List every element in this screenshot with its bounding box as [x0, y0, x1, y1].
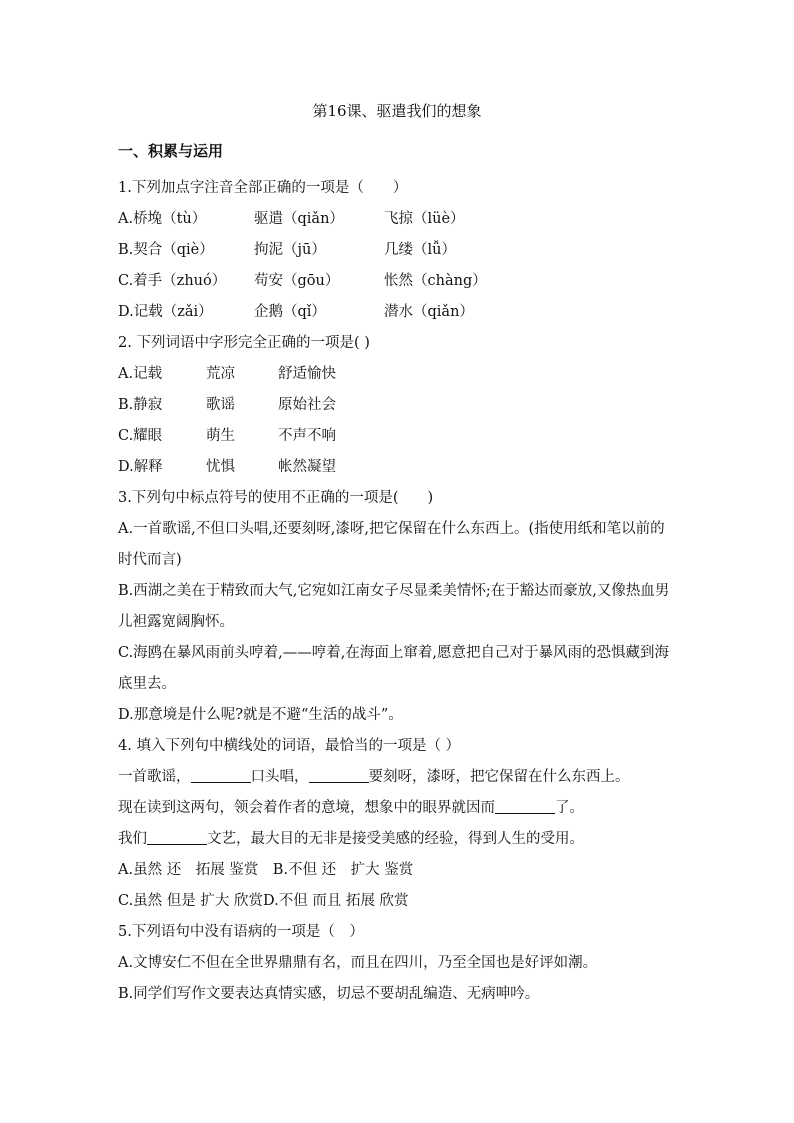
question-2-option-a: A.记载 荒凉 舒适愉快: [118, 366, 336, 382]
question-2-option-d: D.解释 忧惧 帐然凝望: [118, 459, 336, 475]
question-5-option-b: B.同学们写作文要表达真情实感，切忌不要胡乱编造、无病呻吟。: [118, 986, 540, 1002]
question-4-options-cd: C.虽然 但是 扩大 欣赏D.不但 而且 拓展 欣赏: [118, 893, 409, 909]
question-1-option-d: D.记载（zǎi） 企鹅（qǐ） 潜水（qiǎn）: [118, 304, 474, 320]
question-2-option-b: B.静寂 歌谣 原始社会: [118, 397, 336, 413]
question-4-sentence-3: 我们 文艺，最大目的无非是接受美感的经验，得到人生的受用。: [118, 824, 678, 855]
question-2-stem: 2. 下列词语中字形完全正确的一项是( ): [118, 335, 370, 351]
fill-blank[interactable]: [191, 766, 251, 783]
question-1-option-c: C.着手（zhuó） 苟安（gōu） 怅然（chàng）: [118, 273, 487, 289]
question-3-stem: 3.下列句中标点符号的使用不正确的一项是( ): [118, 490, 434, 506]
question-2-option-c: C.耀眼 萌生 不声不响: [118, 428, 336, 444]
question-1-option-a: A.桥堍（tù） 驱遣（qiǎn） 飞掠（lüè）: [118, 211, 465, 227]
question-list: [118, 173, 678, 1010]
question-4-sentence-1: 一首歌谣， 口头唱， 要刻呀，漆呀，把它保留在什么东西上。: [118, 762, 678, 793]
fill-blank[interactable]: [309, 766, 369, 783]
fill-blank[interactable]: [495, 797, 555, 814]
question-5-stem: 5.下列语句中没有语病的一项是（ ）: [118, 924, 364, 940]
question-4-options-ab: A.虽然 还 拓展 鉴赏 B.不但 还 扩大 鉴赏: [118, 862, 414, 878]
section-heading: 一、积累与运用: [118, 142, 224, 160]
question-3-option-d: D.那意境是什么呢?就是不避“生活的战斗”。: [118, 707, 403, 723]
question-1-stem: 1.下列加点字注音全部正确的一项是（ ）: [118, 180, 408, 196]
question-4-sentence-2: 现在读到这两句，领会着作者的意境，想象中的眼界就因而 了。: [118, 793, 678, 824]
question-5-option-a: A.文博安仁不但在全世界鼎鼎有名，而且在四川，乃至全国也是好评如潮。: [118, 955, 598, 971]
lesson-title: 第16课、驱遣我们的想象: [312, 102, 482, 120]
question-3-option-a: A.一首歌谣,不但口头唱,还要刻呀,漆呀,把它保留在什么东西上。(指使用纸和笔以前的时代而言): [118, 521, 665, 568]
question-3-option-b: B.西湖之美在于精致而大气,它宛如江南女子尽显柔美情怀;在于豁达而豪放,又像热血男儿袒露宽阔胸怀。: [118, 583, 670, 630]
question-3-option-c: C.海鸥在暴风雨前头哼着,——哼着,在海面上窜着,愿意把自己对于暴风雨的恐惧藏到海底里去。: [118, 645, 670, 692]
fill-blank[interactable]: [147, 828, 207, 845]
question-1-option-b: B.契合（qiè） 拘泥（jū） 几缕（lǚ）: [118, 242, 456, 258]
question-4-stem: 4. 填入下列句中横线处的词语，最恰当的一项是（ ）: [118, 738, 461, 754]
